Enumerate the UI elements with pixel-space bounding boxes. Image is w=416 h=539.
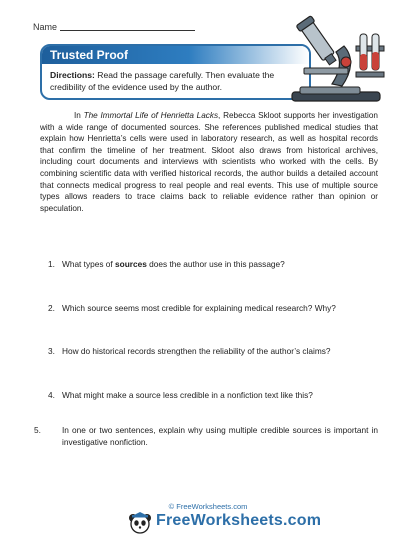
worksheet-title: Trusted Proof [50,48,129,62]
directions [50,69,300,93]
question-text: What might make a source less credible in a nonfiction text like this? [62,390,313,400]
question-text: How do historical records strengthen the reliability of the author’s claims? [62,346,331,356]
emphasized-word: sources [115,259,147,269]
question-3 [48,346,378,358]
directions-text: Read the passage carefully. Then evaluate the credibility of the evidence used by the author. [50,70,275,92]
panda-logo-icon [128,512,152,534]
reading-passage [40,110,378,214]
question-number: 2. [48,303,55,313]
footer-copyright: © FreeWorksheets.com [168,502,248,511]
microscope-illustration [282,12,392,104]
title-box [40,44,311,100]
question-number: 1. [48,259,55,269]
question-number: 5. [34,425,41,435]
question-text: What types of sources does the author use in this passage? [62,259,285,269]
question-2 [48,303,378,315]
question-4 [48,390,378,402]
book-title: The Immortal Life of Henrietta Lacks [83,111,219,120]
passage-body: , Rebecca Skloot supports her investigation with a wide range of documented sources. She references published medical studies that explain how Henrietta’s cells were used in laboratory research, as well as hospital records that confirm the timeline of her treatment. Skloot also draws from historical archives, including court documents and interviews with scientists who worked with the cells. By combining scientific data with verified historical records, the author builds a detailed account that connects medical progress to real people and real events. This use of multiple source types allows readers to trace claims back to reliable evidence rather than opinion or speculation. [40,111,378,213]
question-number: 3. [48,346,55,356]
question-1 [48,259,378,271]
question-number: 4. [48,390,55,400]
passage-start: In [74,111,84,120]
name-blank-line [60,22,195,31]
directions-label: Directions: [50,70,95,80]
title-bar [42,46,309,64]
question-5 [34,425,378,448]
question-text: In one or two sentences, explain why using multiple credible sources is important in investigative nonfiction. [62,425,378,447]
logo-wordmark: FreeWorksheets.com [156,512,322,529]
question-text: Which source seems most credible for explaining medical research? Why? [62,303,336,313]
name-label: Name [33,22,58,32]
name-field [33,22,195,32]
passage-paragraph [40,110,378,214]
site-logo [128,512,322,534]
